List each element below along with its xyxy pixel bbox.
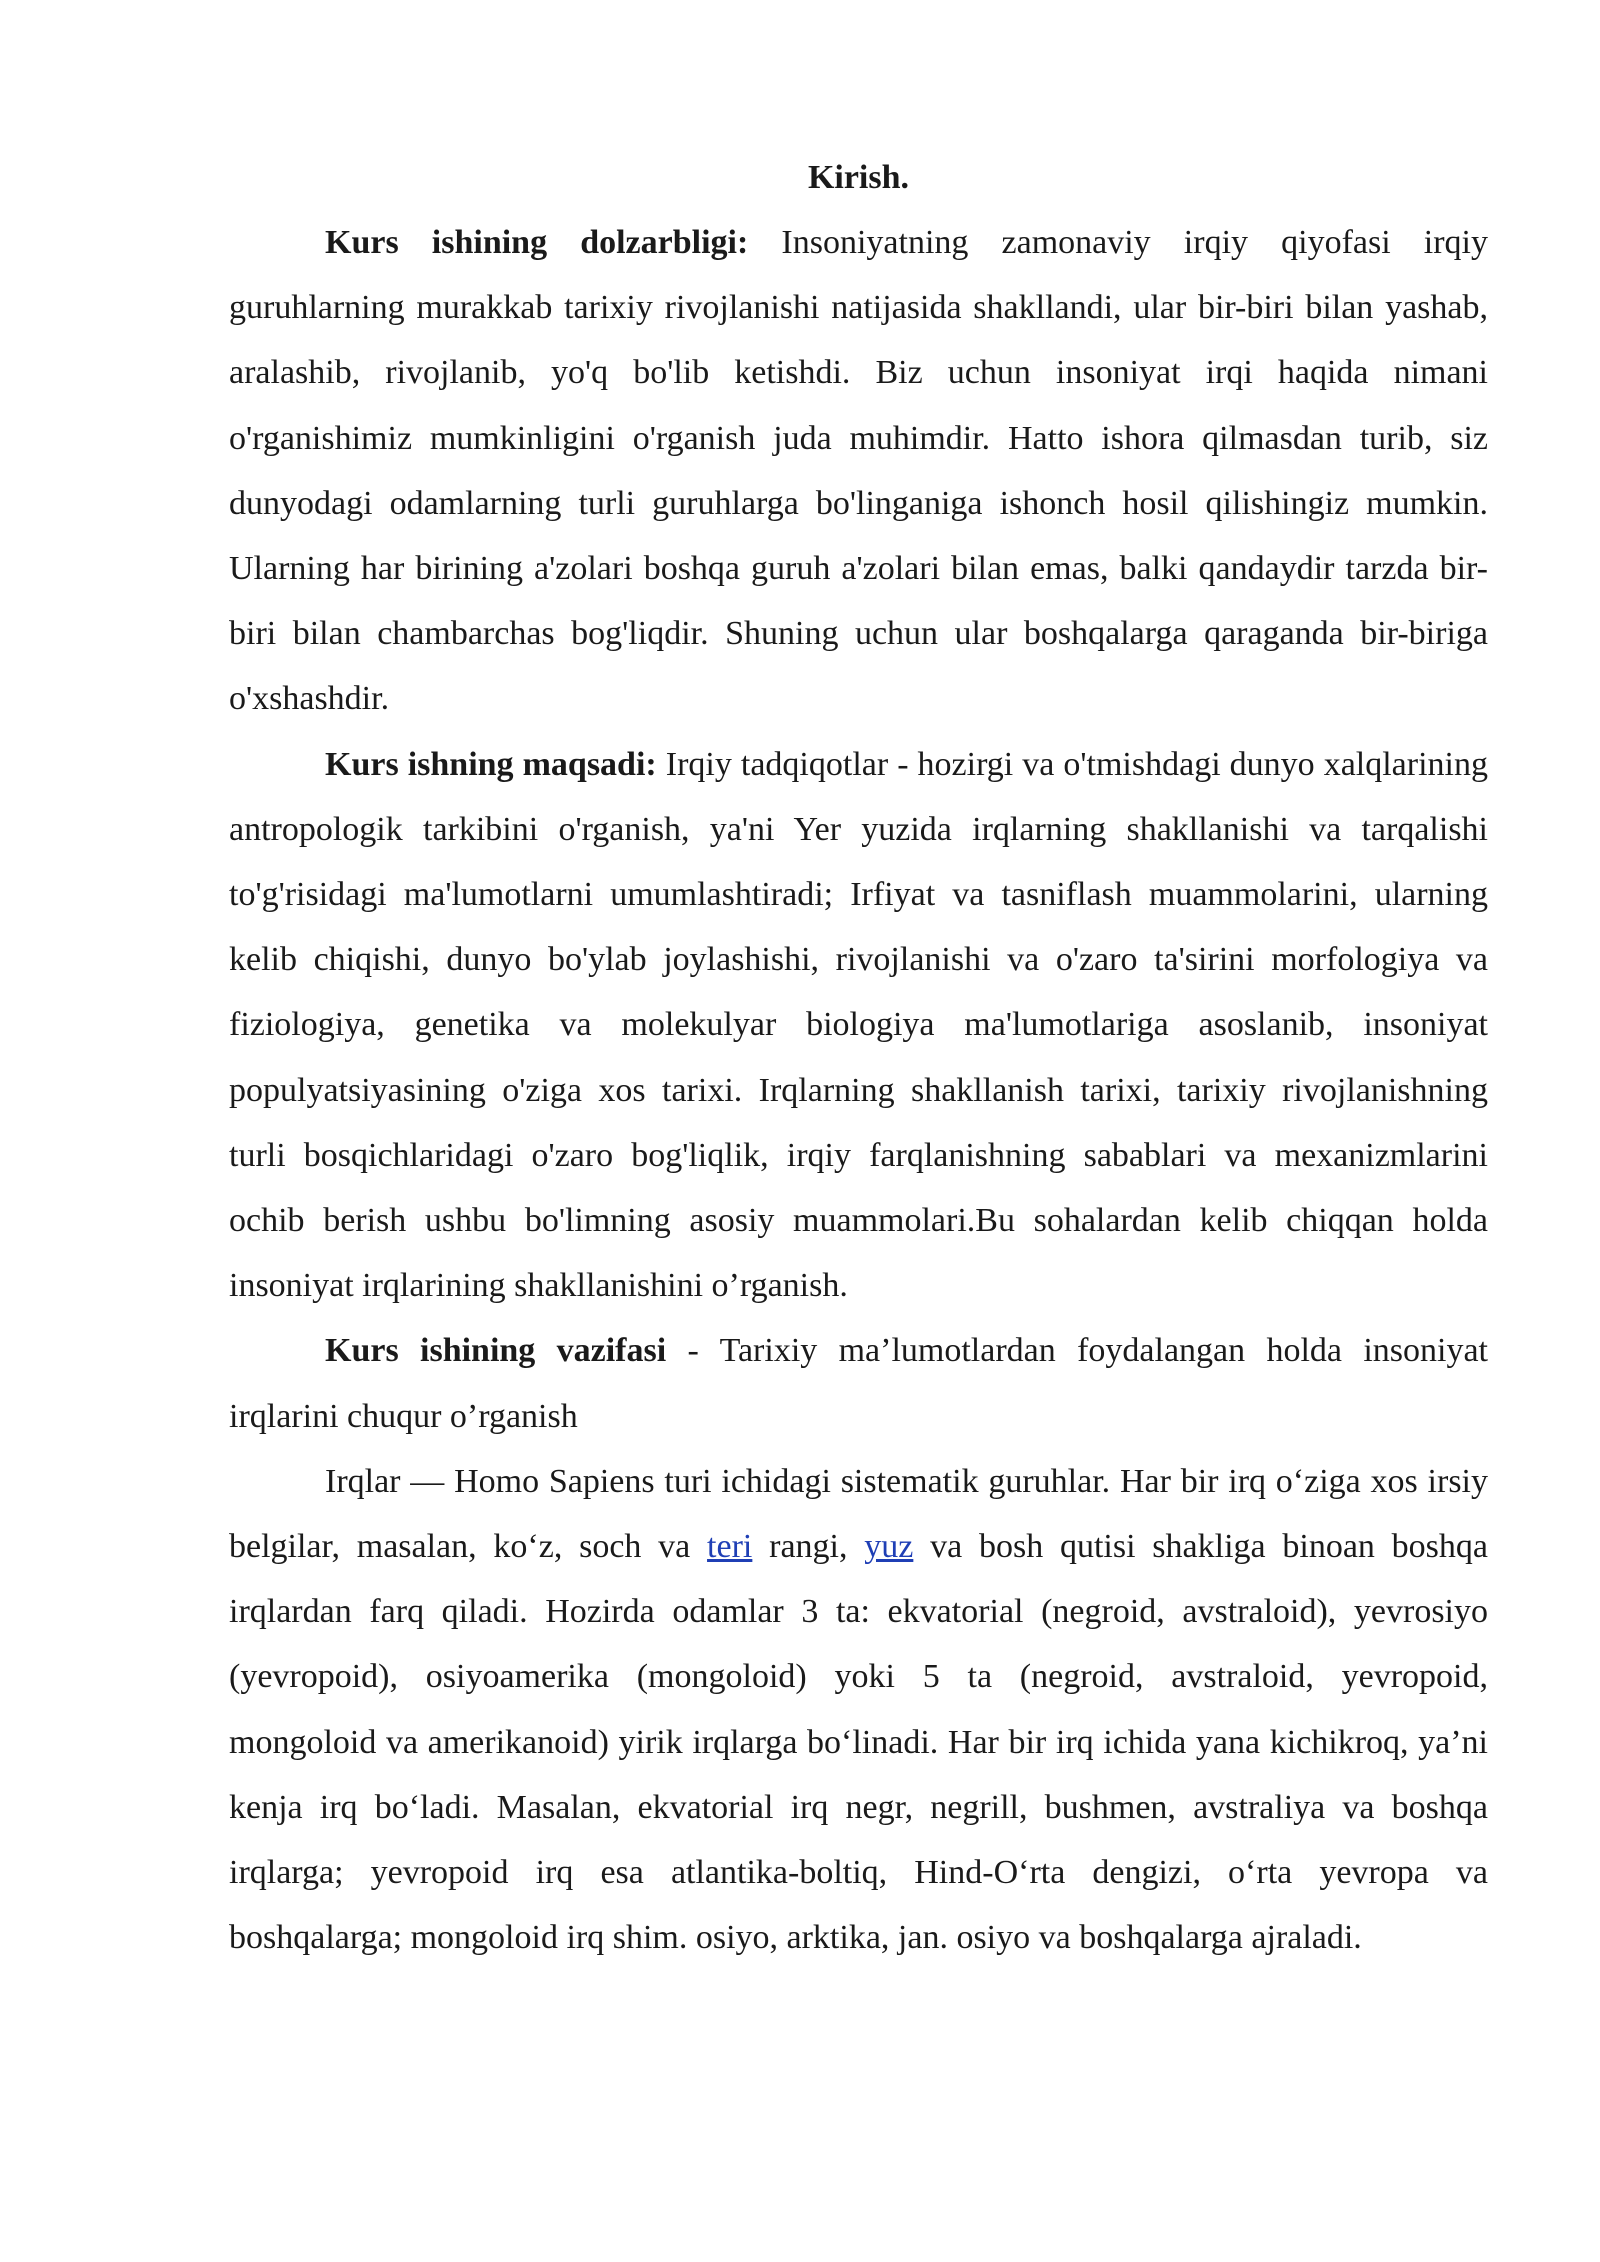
paragraph-relevance-text: Insoniyatning zamonaviy irqiy qiyofasi irqiy guruhlarning murakkab tarixiy rivojlanishi natijasida shakllandi, ular bir-biri bilan yashab, aralashib, rivojlanib, yo'q bo'lib ketishdi. Biz uchun insoniyat irqi haqida nimani o'rganishimiz mumkinligini o'rganish juda muhimdir. Hatto ishora qilmasdan turib, siz dunyodagi odamlarning turli guruhlarga bo'linganiga ishonch hosil qilishingiz mumkin. Ularning har birining a'zolari boshqa guruh a'zolari bilan emas, balki qandaydir tarzda bir-biri bilan chambarchas bog'liqdir. Shuning uchun ular boshqalarga qaraganda bir-biriga o'xshashdir. <box>229 224 1488 718</box>
document-title: Kirish. <box>807 159 910 196</box>
paragraph-races-part3: va bosh qutisi shakliga binoan boshqa irqlardan farq qiladi. Hozirda odamlar 3 ta: ekvatorial (negroid, avstraloid), yevrosiyo (yevropoid), osiyoamerika (mongoloid) yoki 5 ta (negroid, avstraloid, yevropoid, mongoloid va amerikanoid) yirik irqlarga bo‘linadi. Har bir irq ichida yana kichikroq, ya’ni kenja irq bo‘ladi. Masalan, ekvatorial irq negr, negrill, bushmen, avstraliya va boshqa irqlarga; yevropoid irq esa atlantika-boltiq, Hind-O‘rta dengizi, o‘rta yevropa va boshqalarga; mongoloid irq shim. osiyo, arktika, jan. osiyo va boshqalarga ajraladi. <box>229 1528 1488 1957</box>
link-yuz[interactable]: yuz <box>864 1528 914 1566</box>
paragraph-races-part2: rangi, <box>752 1528 865 1566</box>
document-page <box>229 145 1488 1970</box>
paragraph-goal <box>229 732 1488 1319</box>
paragraph-task-text: - Tarixiy ma’lumotlardan foydalangan holda insoniyat irqlarini chuqur o’rganish <box>229 1332 1488 1435</box>
paragraph-goal-lead: Kurs ishning maqsadi: <box>325 745 657 783</box>
link-teri[interactable]: teri <box>707 1528 753 1566</box>
paragraph-races <box>229 1449 1488 1971</box>
paragraph-races-part1: Irqlar — Homo Sapiens turi ichidagi sistematik guruhlar. Har bir irq o‘ziga xos irsiy belgilar, masalan, ko‘z, soch va <box>229 1462 1488 1566</box>
paragraph-goal-text: Irqiy tadqiqotlar - hozirgi va o'tmishdagi dunyo xalqlarining antropologik tarkibini o'rganish, ya'ni Yer yuzida irqlarning shakllanishi va tarqalishi to'g'risidagi ma'lumotlarni umumlashtiradi; Irfiyat va tasniflash muammolarini, ularning kelib chiqishi, dunyo bo'ylab joylashishi, rivojlanishi va o'zaro ta'sirini morfologiya va fiziologiya, genetika va molekulyar biologiya ma'lumotlariga asoslanib, insoniyat populyatsiyasining o'ziga xos tarixi. Irqlarning shakllanish tarixi, tarixiy rivojlanishning turli bosqichlaridagi o'zaro bog'liqlik, irqiy farqlanishning sabablari va mexanizmlarini ochib berish ushbu bo'limning asosiy muammolari.Bu sohalardan kelib chiqqan holda insoniyat irqlarining shakllanishini o’rganish. <box>229 745 1488 1305</box>
paragraph-relevance <box>229 210 1488 732</box>
paragraph-relevance-lead: Kurs ishining dolzarbligi: <box>325 224 749 261</box>
paragraph-task-lead: Kurs ishining vazifasi <box>325 1332 667 1370</box>
paragraph-task <box>229 1318 1488 1448</box>
